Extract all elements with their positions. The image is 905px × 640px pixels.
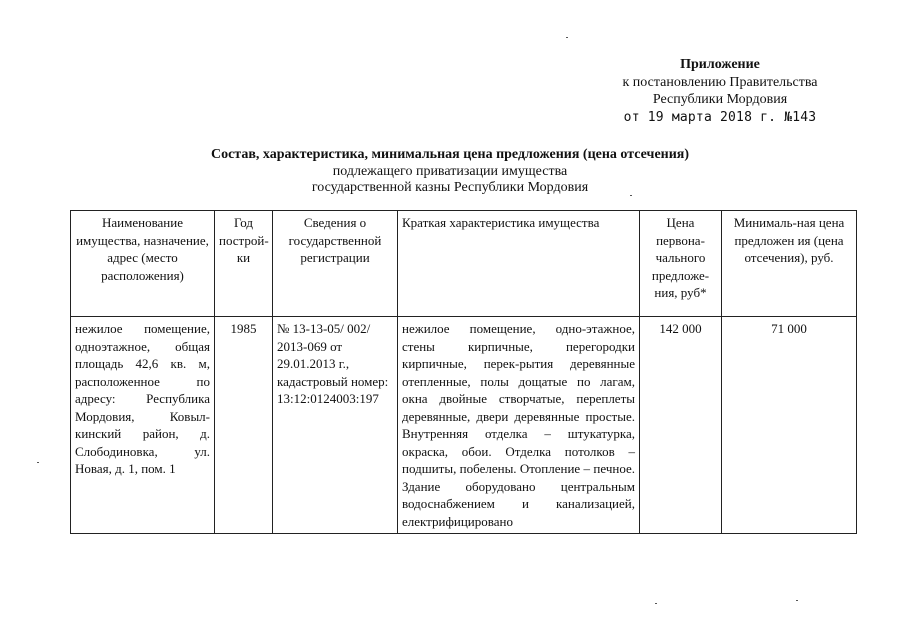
header-year: Год построй-ки bbox=[215, 211, 273, 317]
scan-speck bbox=[630, 195, 632, 196]
cell-registration: № 13-13-05/ 002/ 2013-069 от 29.01.2013 г., кадастровый номер: 13:12:0124003:197 bbox=[273, 317, 398, 534]
cell-year: 1985 bbox=[215, 317, 273, 534]
header-min-price: Минималь-ная цена предложен ия (цена отсечения), руб. bbox=[722, 211, 857, 317]
annex-line-1: к постановлению Правительства bbox=[622, 74, 818, 90]
annex-heading: Приложение bbox=[680, 57, 760, 72]
scan-speck bbox=[566, 37, 568, 38]
scan-speck bbox=[655, 603, 657, 604]
cell-description: нежилое помещение, одно-этажное, стены кирпичные, перегородки кирпичные, перек-рытия деревянные отепленные, полы дощатые по лагам, окна двойные створчатые, переплеты деревянные, двери деревянные простые. Внутренняя отделка – штукатурка, окраска, обои. Отделка потолков – подшиты, побелены. Отопление – печное. Здание оборудовано центральным водоснабжением и канализацией, електрифицировано bbox=[398, 317, 640, 534]
table-row bbox=[71, 317, 857, 534]
table-header-row bbox=[71, 211, 857, 317]
document-title bbox=[70, 147, 830, 197]
cell-min-price: 71 000 bbox=[722, 317, 857, 534]
annex-block bbox=[560, 56, 880, 126]
header-initial-price: Цена первона-чального предложе-ния, руб* bbox=[640, 211, 722, 317]
annex-date-line: от 19 марта 2018 г. №143 bbox=[623, 109, 817, 125]
header-description: Краткая характеристика имущества bbox=[398, 211, 640, 317]
property-table bbox=[70, 210, 857, 534]
header-registration: Сведения о государственной регистрации bbox=[273, 211, 398, 317]
annex-line-2: Республики Мордовия bbox=[652, 92, 788, 107]
scan-speck bbox=[37, 462, 39, 463]
title-line-1: Состав, характеристика, минимальная цена предложения (цена отсечения) bbox=[210, 147, 690, 162]
title-line-3: государственной казны Республики Мордовия bbox=[311, 180, 589, 195]
cell-name: нежилое помещение, одноэтажное, общая площадь 42,6 кв. м, расположенное по адресу: Республика Мордовия, Ковыл-кинский район, д. Слободиновка, ул. Новая, д. 1, пом. 1 bbox=[71, 317, 215, 534]
title-line-2: подлежащего приватизации имущества bbox=[332, 163, 568, 179]
cell-initial-price: 142 000 bbox=[640, 317, 722, 534]
scan-speck bbox=[796, 600, 798, 601]
header-name: Наименование имущества, назначение, адрес (место расположения) bbox=[71, 211, 215, 317]
